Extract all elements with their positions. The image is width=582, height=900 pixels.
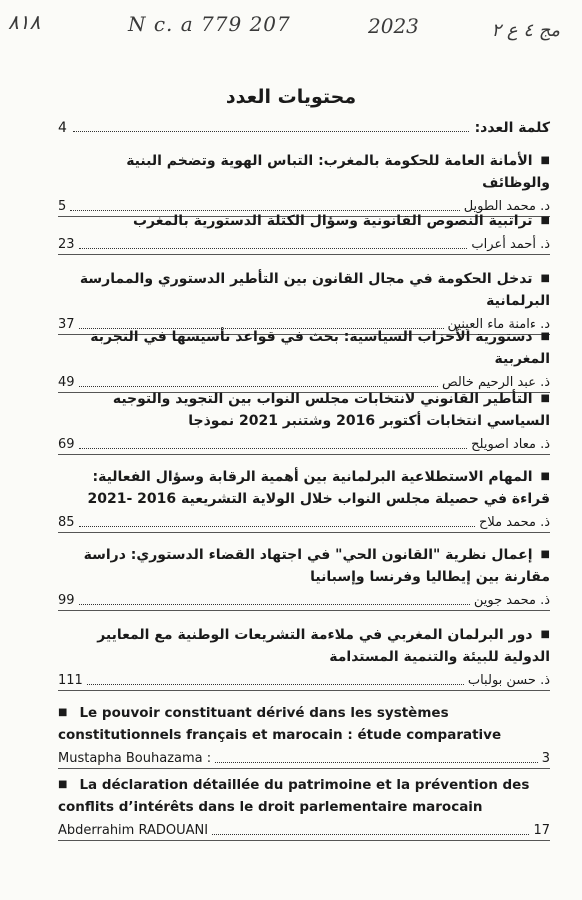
handwritten-volume: مج ٤ ع ٢: [491, 20, 560, 41]
toc-entry: [58, 326, 550, 393]
page-ref: 3: [541, 751, 550, 766]
bullet-icon: ■: [540, 215, 550, 226]
leader-dots: [79, 604, 470, 605]
article-title: ■دستورية الأحزاب السياسية: بحث في قواعد تأسيسها في التجربة المغربية: [58, 326, 550, 370]
bullet-icon: ■: [540, 393, 550, 404]
toc-entry-editorial: [58, 120, 550, 136]
leader-dots: [212, 834, 529, 835]
bullet-icon: ■: [540, 273, 550, 284]
toc-entry: [58, 624, 550, 691]
toc-entry: [58, 150, 550, 217]
page-ref: 17: [533, 823, 550, 838]
article-title: ■دور البرلمان المغربي في ملاءمة التشريعات الوطنية مع المعايير الدولية للبيئة والتنمية المستدامة: [58, 624, 550, 668]
toc-entry: [58, 268, 550, 335]
author-line: [58, 515, 550, 533]
author-line: [58, 823, 550, 841]
author-line: [58, 673, 550, 691]
article-title: ■الأمانة العامة للحكومة بالمغرب: التباس الهوية وتضخم البنية والوظائف: [58, 150, 550, 194]
article-title: ■ Le pouvoir constituant dérivé dans les systèmes constitutionnels français et marocain : étude comparative: [58, 702, 550, 746]
bullet-icon: ■: [58, 707, 68, 718]
toc-entry-french: [58, 774, 550, 841]
toc-entry: [58, 466, 550, 533]
page-ref: 4: [58, 120, 67, 136]
handwritten-page-number: ٨١٨: [8, 10, 41, 34]
page-ref: 111: [58, 673, 83, 688]
bullet-icon: ■: [540, 629, 550, 640]
editorial-label: كلمة العدد:: [474, 120, 550, 136]
article-title: ■تراتبية النصوص القانونية وسؤال الكتلة الدستورية بالمغرب: [58, 210, 550, 232]
leader-dots: [79, 386, 438, 387]
page-ref: 69: [58, 437, 75, 452]
leader-dots: [73, 131, 469, 132]
article-title: ■المهام الاستطلاعية البرلمانية بين أهمية الرقابة وسؤال الفعالية: قراءة في حصيلة مجلس النواب خلال الولاية التشريعية 2016 -2021: [58, 466, 550, 510]
toc-entry-french: [58, 702, 550, 769]
bullet-icon: ■: [540, 331, 550, 342]
page-title: محتويات العدد: [225, 86, 357, 108]
editorial-line: [58, 120, 550, 136]
page-ref: 37: [58, 317, 75, 332]
author-line: [58, 437, 550, 455]
author-name: ذ. محمد ملاح: [479, 515, 550, 530]
leader-dots: [215, 762, 538, 763]
article-title: ■إعمال نظرية "القانون الحي" في اجتهاد القضاء الدستوري: دراسة مقارنة بين إيطاليا وفرنسا وإسبانيا: [58, 544, 550, 588]
handwritten-serial-number: N c. a 779 207: [128, 12, 291, 36]
leader-dots: [79, 526, 475, 527]
author-name: ذ. عبد الرحيم خالص: [441, 375, 550, 390]
author-name: ذ. حسن بولباب: [467, 673, 550, 688]
author-name: د. ءامنة ماء العينين: [447, 317, 550, 332]
page-ref: 23: [58, 237, 75, 252]
bullet-icon: ■: [540, 549, 550, 560]
bullet-icon: ■: [58, 779, 68, 790]
page-ref: 49: [58, 375, 75, 390]
bullet-icon: ■: [540, 155, 550, 166]
author-line: [58, 593, 550, 611]
article-title: ■تدخل الحكومة في مجال القانون بين التأطير الدستوري والممارسة البرلمانية: [58, 268, 550, 312]
author-name: Mustapha Bouhazama :: [58, 751, 212, 766]
leader-dots: [79, 248, 468, 249]
author-name: Abderrahim RADOUANI: [58, 823, 209, 838]
leader-dots: [87, 684, 464, 685]
leader-dots: [79, 448, 468, 449]
toc-entry: [58, 544, 550, 611]
article-title: ■ La déclaration détaillée du patrimoine et la prévention des conflits d’intérêts dans le droit parlementaire marocain: [58, 774, 550, 818]
page-ref: 5: [58, 199, 67, 214]
author-line: [58, 237, 550, 255]
page-ref: 85: [58, 515, 75, 530]
page-ref: 99: [58, 593, 75, 608]
author-name: ذ. معاد اصويلح: [471, 437, 550, 452]
toc-entry: [58, 210, 550, 255]
author-line: [58, 751, 550, 769]
author-name: ذ. أحمد أعراب: [471, 237, 550, 252]
article-title: ■التأطير القانوني لانتخابات مجلس النواب بين التجويد والتوجيه السياسي انتخابات أكتوبر 2016 وشتنبر 2021 نموذجا: [58, 388, 550, 432]
toc-entry: [58, 388, 550, 455]
handwritten-year: 2023: [368, 14, 419, 38]
bullet-icon: ■: [540, 471, 550, 482]
author-name: ذ. محمد جوين: [473, 593, 550, 608]
author-name: د. محمد الطويل: [463, 199, 550, 214]
